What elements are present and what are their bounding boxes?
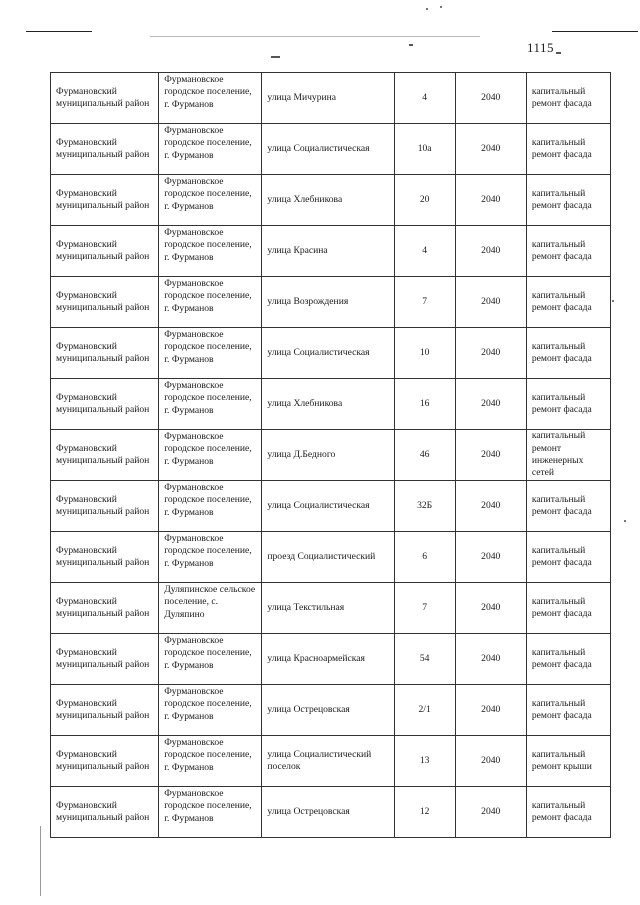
table-row (51, 124, 611, 175)
district-cell: Фурмановский муниципальный район (51, 328, 159, 379)
street-cell: улица Красноармейская (262, 634, 394, 685)
scan-dot (624, 520, 626, 522)
work-type-cell: капитальный ремонт фасада (526, 277, 610, 328)
table-body (51, 73, 611, 838)
year-cell: 2040 (455, 634, 526, 685)
district-cell: Фурмановский муниципальный район (51, 73, 159, 124)
street-cell: улица Хлебникова (262, 379, 394, 430)
street-cell: улица Острецовская (262, 685, 394, 736)
work-type-cell: капитальный ремонт фасада (526, 175, 610, 226)
scan-dot (612, 300, 614, 302)
district-cell: Фурмановский муниципальный район (51, 787, 159, 838)
year-cell: 2040 (455, 430, 526, 481)
year-cell: 2040 (455, 277, 526, 328)
table-row (51, 532, 611, 583)
table-row (51, 175, 611, 226)
settlement-cell: Фурмановское городское поселение, г. Фурманов (159, 379, 262, 430)
street-cell: улица Социалистический поселок (262, 736, 394, 787)
house-number-cell: 16 (394, 379, 455, 430)
district-cell: Фурмановский муниципальный район (51, 379, 159, 430)
street-cell: улица Социалистическая (262, 124, 394, 175)
street-cell: улица Социалистическая (262, 328, 394, 379)
year-cell: 2040 (455, 124, 526, 175)
settlement-cell: Фурмановское городское поселение, г. Фурманов (159, 73, 262, 124)
table-row (51, 73, 611, 124)
settlement-cell: Фурмановское городское поселение, г. Фурманов (159, 685, 262, 736)
scan-speck (556, 52, 561, 54)
settlement-cell: Фурмановское городское поселение, г. Фурманов (159, 481, 262, 532)
settlement-cell: Фурмановское городское поселение, г. Фурманов (159, 634, 262, 685)
scan-dot (440, 6, 442, 8)
work-type-cell: капитальный ремонт фасада (526, 685, 610, 736)
house-number-cell: 4 (394, 73, 455, 124)
district-cell: Фурмановский муниципальный район (51, 124, 159, 175)
year-cell: 2040 (455, 736, 526, 787)
street-cell: улица Социалистическая (262, 481, 394, 532)
district-cell: Фурмановский муниципальный район (51, 634, 159, 685)
table-row (51, 583, 611, 634)
settlement-cell: Фурмановское городское поселение, г. Фурманов (159, 124, 262, 175)
scan-dot (426, 8, 428, 10)
year-cell: 2040 (455, 481, 526, 532)
scan-line-mid (150, 36, 480, 37)
year-cell: 2040 (455, 583, 526, 634)
settlement-cell: Дуляпинское сельское поселение, с. Дуляпино (159, 583, 262, 634)
table-row (51, 685, 611, 736)
work-type-cell: капитальный ремонт фасада (526, 226, 610, 277)
year-cell: 2040 (455, 175, 526, 226)
house-number-cell: 7 (394, 277, 455, 328)
settlement-cell: Фурмановское городское поселение, г. Фурманов (159, 736, 262, 787)
table-row (51, 226, 611, 277)
house-number-cell: 54 (394, 634, 455, 685)
work-type-cell: капитальный ремонт фасада (526, 328, 610, 379)
year-cell: 2040 (455, 328, 526, 379)
house-number-cell: 10 (394, 328, 455, 379)
house-number-cell: 4 (394, 226, 455, 277)
street-cell: улица Д.Бедного (262, 430, 394, 481)
scan-line-right (552, 31, 638, 32)
house-number-cell: 2/1 (394, 685, 455, 736)
street-cell: улица Острецовская (262, 787, 394, 838)
house-number-cell: 32Б (394, 481, 455, 532)
district-cell: Фурмановский муниципальный район (51, 532, 159, 583)
year-cell: 2040 (455, 532, 526, 583)
house-number-cell: 46 (394, 430, 455, 481)
house-number-cell: 20 (394, 175, 455, 226)
work-type-cell: капитальный ремонт фасада (526, 481, 610, 532)
street-cell: улица Текстильная (262, 583, 394, 634)
scan-edge-bottom-left (40, 826, 41, 896)
table-row (51, 430, 611, 481)
work-type-cell: капитальный ремонт фасада (526, 532, 610, 583)
repair-schedule-table (50, 72, 611, 838)
year-cell: 2040 (455, 379, 526, 430)
settlement-cell: Фурмановское городское поселение, г. Фурманов (159, 532, 262, 583)
street-cell: улица Мичурина (262, 73, 394, 124)
table-row (51, 481, 611, 532)
street-cell: улица Красина (262, 226, 394, 277)
work-type-cell: капитальный ремонт фасада (526, 634, 610, 685)
street-cell: улица Хлебникова (262, 175, 394, 226)
settlement-cell: Фурмановское городское поселение, г. Фурманов (159, 787, 262, 838)
table-row (51, 787, 611, 838)
settlement-cell: Фурмановское городское поселение, г. Фурманов (159, 277, 262, 328)
work-type-cell: капитальный ремонт фасада (526, 73, 610, 124)
work-type-cell: капитальный ремонт инженерных сетей (526, 430, 610, 481)
table-row (51, 328, 611, 379)
scan-speck (409, 44, 413, 46)
table-row (51, 379, 611, 430)
page-number: 1115 (527, 40, 555, 55)
table-row (51, 634, 611, 685)
house-number-cell: 10а (394, 124, 455, 175)
district-cell: Фурмановский муниципальный район (51, 430, 159, 481)
district-cell: Фурмановский муниципальный район (51, 175, 159, 226)
work-type-cell: капитальный ремонт фасада (526, 583, 610, 634)
year-cell: 2040 (455, 787, 526, 838)
district-cell: Фурмановский муниципальный район (51, 736, 159, 787)
settlement-cell: Фурмановское городское поселение, г. Фурманов (159, 226, 262, 277)
scan-speck (271, 56, 280, 58)
scan-line-left (26, 31, 92, 32)
settlement-cell: Фурмановское городское поселение, г. Фурманов (159, 430, 262, 481)
work-type-cell: капитальный ремонт фасада (526, 379, 610, 430)
work-type-cell: капитальный ремонт фасада (526, 787, 610, 838)
table-row (51, 277, 611, 328)
settlement-cell: Фурмановское городское поселение, г. Фурманов (159, 328, 262, 379)
work-type-cell: капитальный ремонт фасада (526, 124, 610, 175)
district-cell: Фурмановский муниципальный район (51, 277, 159, 328)
year-cell: 2040 (455, 685, 526, 736)
work-type-cell: капитальный ремонт крыши (526, 736, 610, 787)
year-cell: 2040 (455, 226, 526, 277)
year-cell: 2040 (455, 73, 526, 124)
district-cell: Фурмановский муниципальный район (51, 583, 159, 634)
district-cell: Фурмановский муниципальный район (51, 481, 159, 532)
house-number-cell: 7 (394, 583, 455, 634)
house-number-cell: 6 (394, 532, 455, 583)
district-cell: Фурмановский муниципальный район (51, 226, 159, 277)
settlement-cell: Фурмановское городское поселение, г. Фурманов (159, 175, 262, 226)
district-cell: Фурмановский муниципальный район (51, 685, 159, 736)
street-cell: проезд Социалистический (262, 532, 394, 583)
street-cell: улица Возрождения (262, 277, 394, 328)
house-number-cell: 12 (394, 787, 455, 838)
house-number-cell: 13 (394, 736, 455, 787)
table-row (51, 736, 611, 787)
